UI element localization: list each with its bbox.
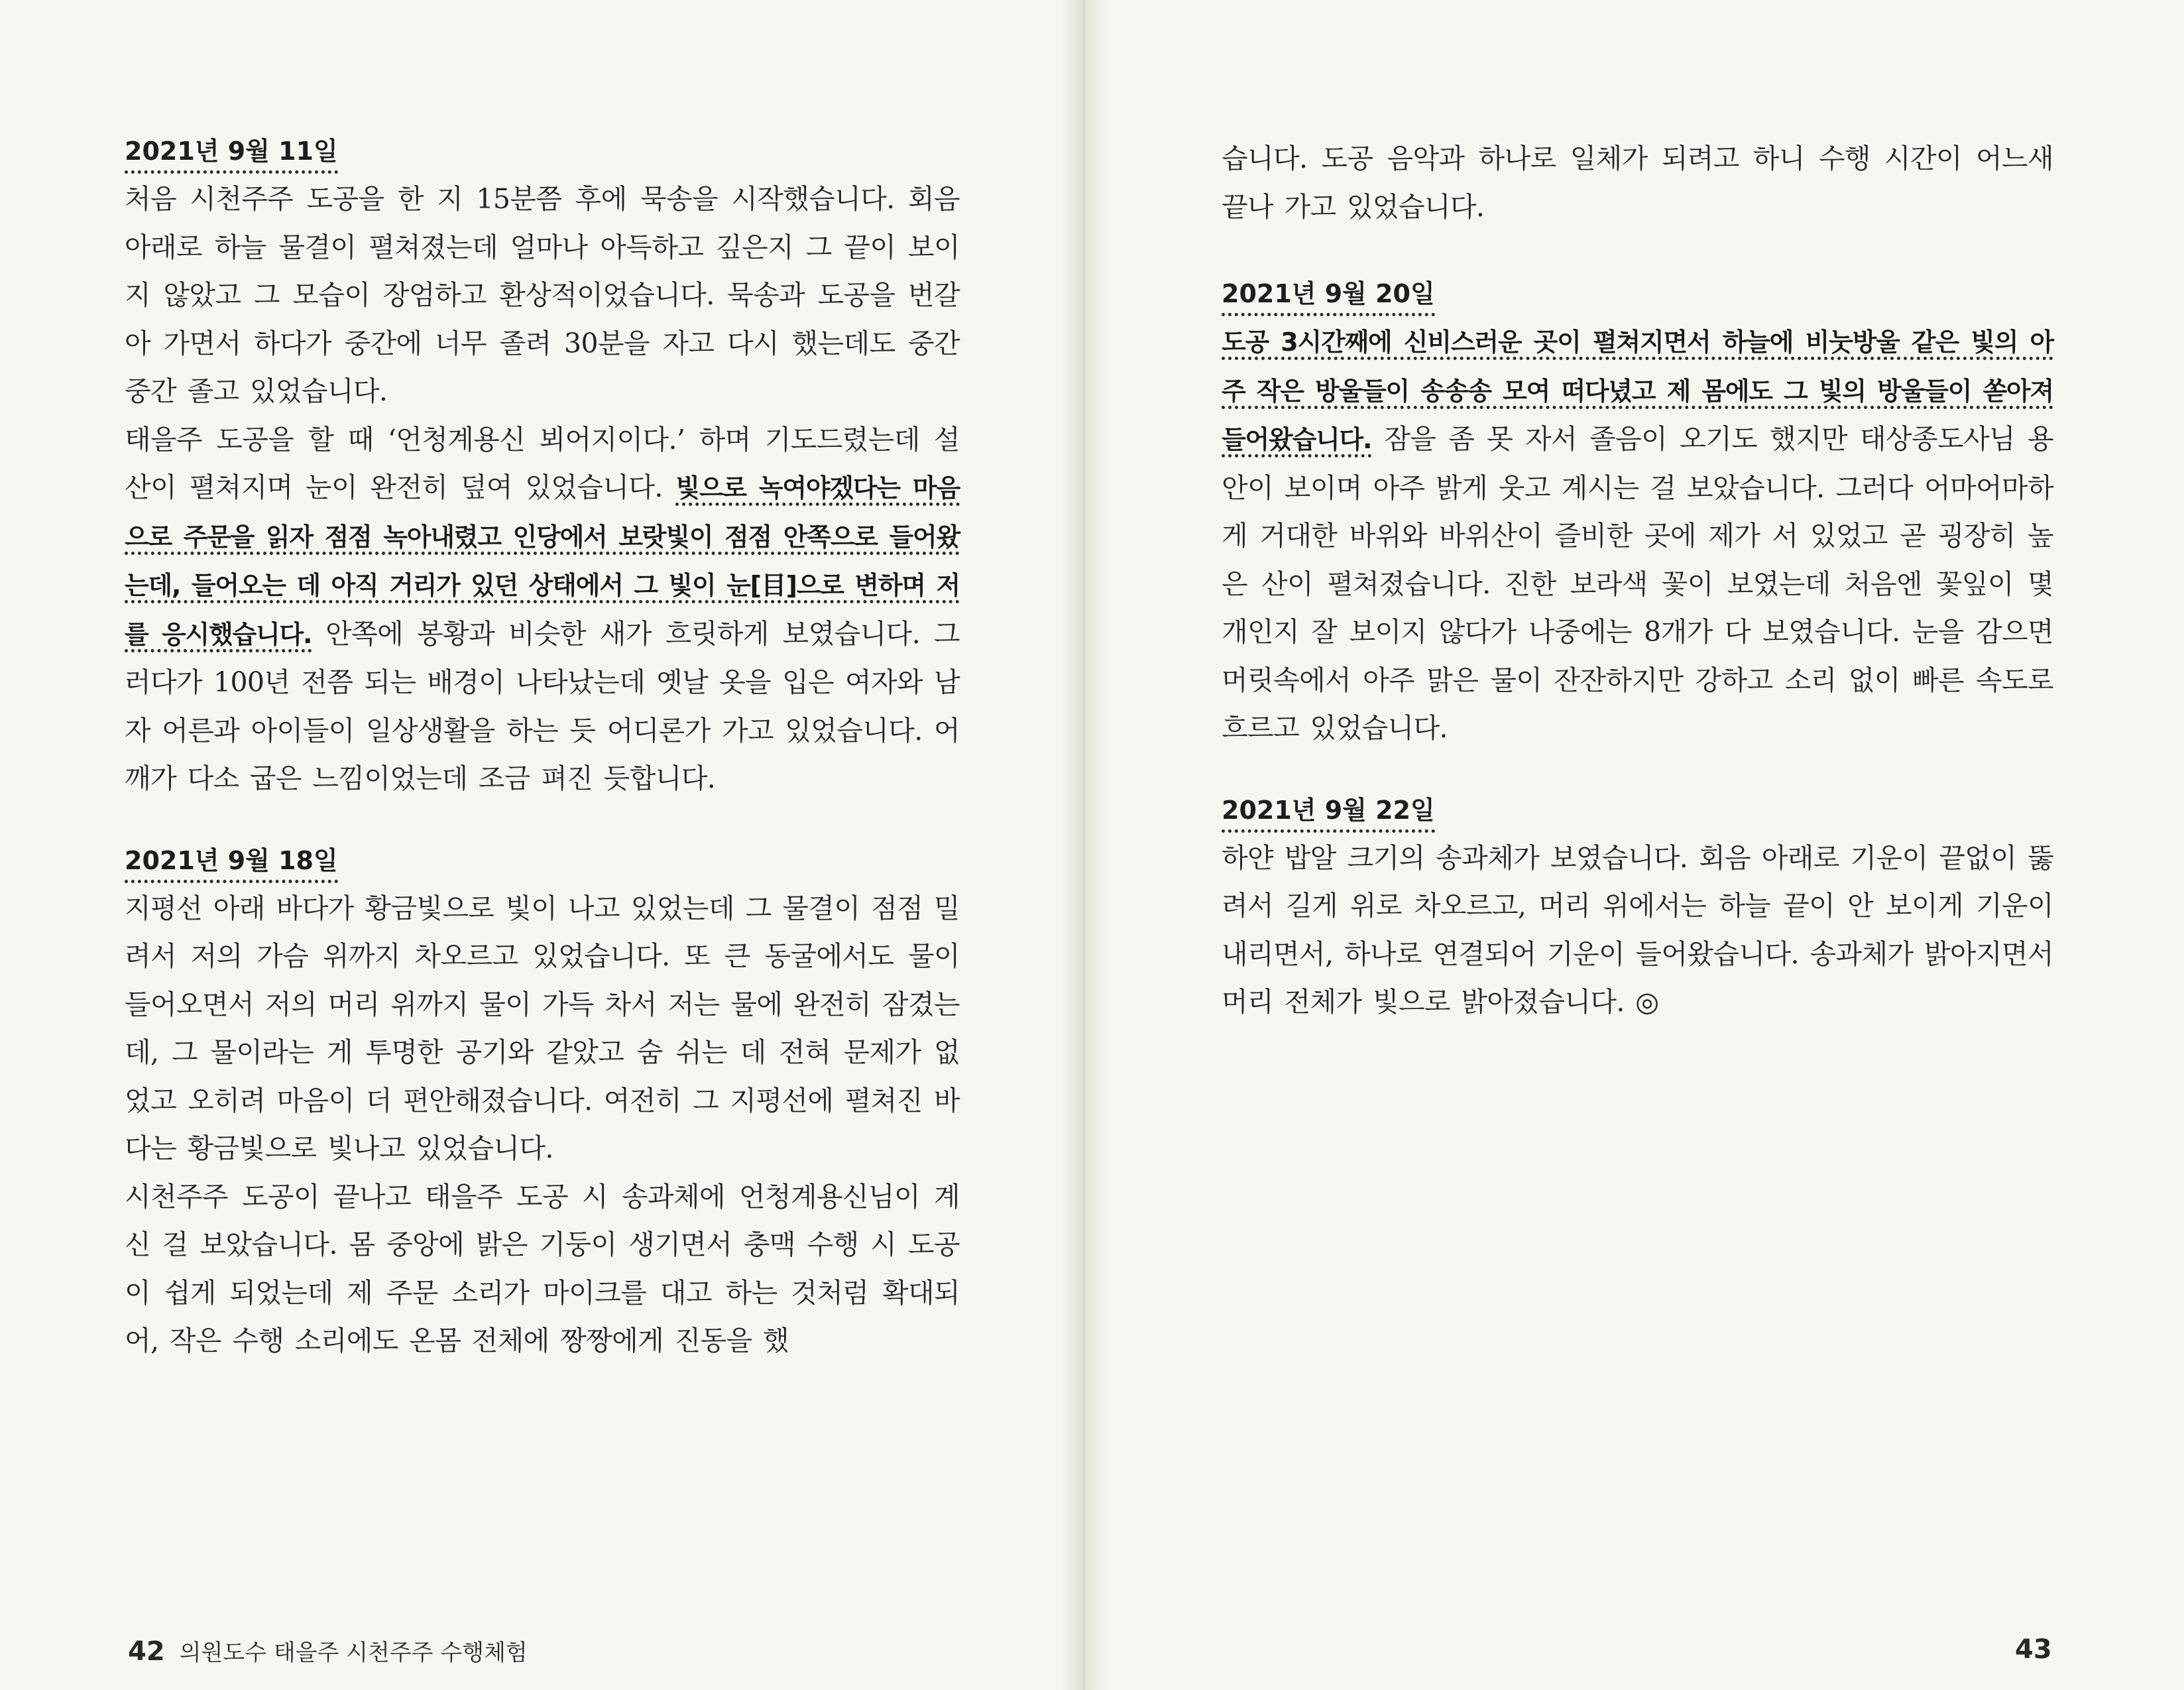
entry-spacer	[1222, 753, 2053, 794]
paragraph-text: 잠을 좀 못 자서 졸음이 오기도 했지만 태상종도사님 용안이 보이며 아주 밝게 웃고 계시는 걸 보았습니다. 그러다 어마어마하게 거대한 바위와 바위산이 즐비한 곳에 제가 서 있었고 곧 굉장히 높은 산이 펼쳐졌습니다. 진한 보라색 꽃이 보였는데 처음엔 꽃잎이 몇 개인지 잘 보이지 않다가 나중에는 8개가 다 보였습니다. 눈을 감으면 머릿속에서 아주 맑은 물이 잔잔하지만 강하고 소리 없이 빠른 속도로 흐르고 있었습니다.	[1222, 423, 2053, 744]
entry-spacer	[125, 803, 960, 844]
diary-entry-sep-18	[125, 844, 960, 1365]
left-page-footer	[128, 1634, 528, 1667]
entry-paragraph: 처음 시천주주 도공을 한 지 15분쯤 후에 묵송을 시작했습니다. 회음 아래로 하늘 물결이 펼쳐졌는데 얼마나 아득하고 깊은지 그 끝이 보이지 않았고 그 모습이 장엄하고 환상적이었습니다. 묵송과 도공을 번갈아 가면서 하다가 중간에 너무 졸려 30분을 자고 다시 했는데도 중간중간 졸고 있었습니다.	[125, 183, 960, 407]
paragraph-text: 안쪽에 봉황과 비슷한 새가 흐릿하게 보였습니다. 그러다가 100년 전쯤 되는 배경이 나타났는데 옛날 옷을 입은 여자와 남자 어른과 아이들이 일상생활을 하는 듯 어디론가 가고 있었습니다. 어깨가 다소 굽은 느낌이었는데 조금 펴진 듯합니다.	[125, 617, 960, 794]
highlighted-passage: 도공 3시간째에 신비스러운 곳이 펼쳐지면서 하늘에 비눗방울 같은 빛의 아주 작은 방울들이 송송송 모여 떠다녔고 제 몸에도 그 빛의 방울들이 쏟아져 들어왔습니다.	[1222, 328, 2053, 457]
highlighted-passage: 빛으로 녹여야겠다는 마음으로 주문을 읽자 점점 녹아내렸고 인당에서 보랏빛이 점점 안쪽으로 들어왔는데, 들어오는 데 아직 거리가 있던 상태에서 그 빛이 눈[目]으로 변하며 저를 응시했습니다.	[125, 473, 960, 652]
entry-date: 2021년 9월 20일	[1222, 277, 1435, 316]
entry-paragraph	[1222, 318, 2053, 753]
entry-paragraph: 시천주주 도공이 끝나고 태을주 도공 시 송과체에 언청계용신님이 계신 걸 보았습니다. 몸 중앙에 밝은 기둥이 생기면서 충맥 수행 시 도공이 쉽게 되었는데 제 주문 소리가 마이크를 대고 하는 것처럼 확대되어, 작은 수행 소리에도 온몸 전체에 짱짱에게 진동을 했	[125, 1180, 960, 1357]
page-number: 42	[128, 1636, 165, 1667]
left-page	[0, 0, 1077, 1690]
entry-date: 2021년 9월 18일	[125, 844, 338, 883]
page-number: 43	[2015, 1634, 2052, 1665]
entry-paragraph: 하얀 밥알 크기의 송과체가 보였습니다. 회음 아래로 기운이 끝없이 뚫려서 길게 위로 차오르고, 머리 위에서는 하늘 끝이 안 보이게 기운이 내리면서, 하나로 연결되어 기운이 들어왔습니다. 송과체가 밝아지면서 머리 전체가 빛으로 밝아졌습니다. ◎	[1222, 841, 2053, 1018]
book-gutter	[1061, 0, 1107, 1690]
continued-paragraph: 습니다. 도공 음악과 하나로 일체가 되려고 하니 수행 시간이 어느새 끝나 가고 있었습니다.	[1222, 143, 2053, 223]
entry-paragraph: 지평선 아래 바다가 황금빛으로 빛이 나고 있었는데 그 물결이 점점 밀려서 저의 가슴 위까지 차오르고 있었습니다. 또 큰 동굴에서도 물이 들어오면서 저의 머리 위까지 물이 가득 차서 저는 물에 완전히 잠겼는데, 그 물이라는 게 투명한 공기와 같았고 숨 쉬는 데 전혀 문제가 없었고 오히려 마음이 더 편안해졌습니다. 여전히 그 지평선에 펼쳐진 바다는 황금빛으로 빛나고 있었습니다.	[125, 892, 960, 1164]
entry-spacer	[1222, 231, 2053, 277]
diary-entry-sep-22	[1222, 794, 2053, 1026]
diary-entry-sep-20	[1222, 277, 2053, 753]
entry-date: 2021년 9월 22일	[1222, 794, 1435, 833]
diary-entry-sep-11	[125, 135, 960, 803]
paragraph-text: 태을주 도공을 할 때 ‘언청계용신 뵈어지이다.’ 하며 기도드렸는데 설산이 펼쳐지며 눈이 완전히 덮여 있었습니다.	[125, 423, 960, 503]
entry-date: 2021년 9월 11일	[125, 135, 338, 174]
right-text-column	[1222, 135, 2053, 1026]
entry-paragraph	[125, 416, 960, 803]
left-text-column	[125, 135, 960, 1365]
running-title: 의원도수 태을주 시천주주 수행체험	[179, 1640, 528, 1666]
right-page-footer	[2015, 1634, 2052, 1665]
